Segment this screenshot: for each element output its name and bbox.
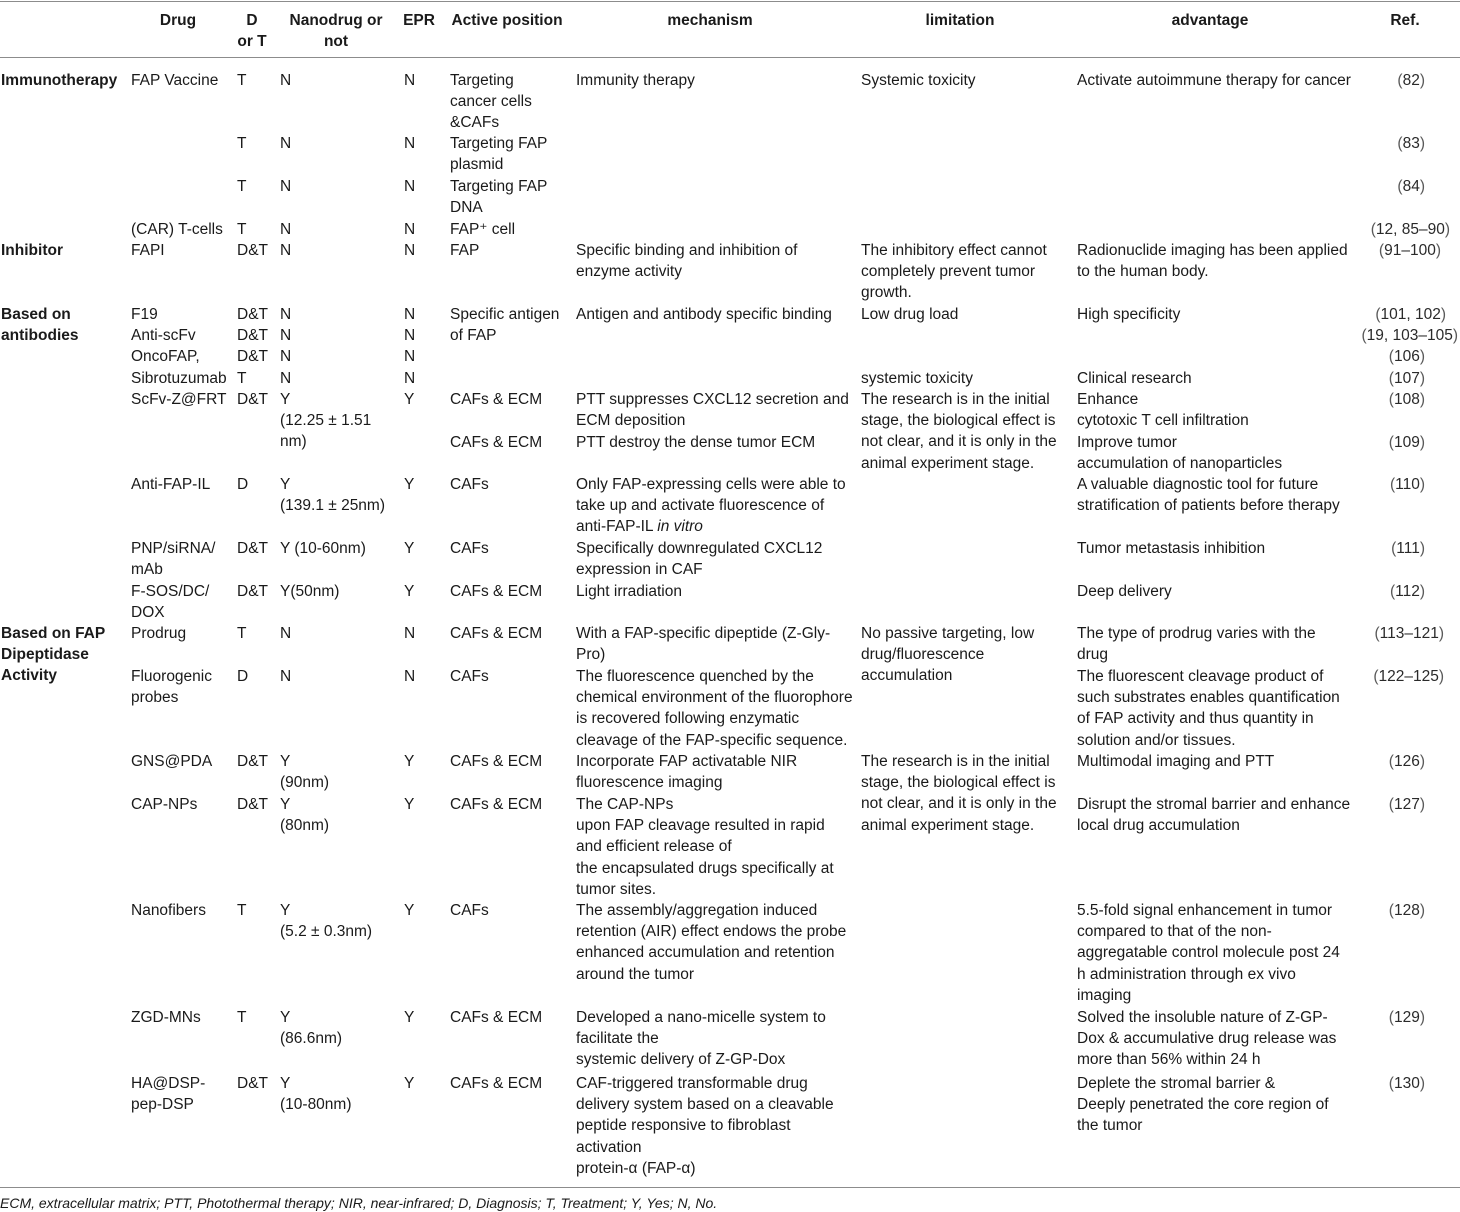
table-cell-d-or-t: T [237,135,247,152]
table-cell-drug: HA@DSP- pep-DSP [131,1075,206,1114]
table-cell-epr: N [404,625,416,642]
table-cell-active-position: CAFs & ECM [450,583,543,600]
table-cell-epr: Y [404,540,415,557]
table-cell-nanodrug: Y (86.6nm) [280,1009,343,1048]
header-nanodrug-line2: not [323,33,349,50]
reference-link[interactable] [1397,176,1425,197]
table-cell-limitation: The research is in the initial stage, the biological effect is not clear, and it is only in the animal experiment stage. [861,391,1057,472]
table-cell-nanodrug: Y (12.25 ± 1.51 nm) [280,391,372,451]
table-cell-drug: FAP Vaccine [131,72,219,89]
table-cell-epr: Y [404,902,415,919]
ref-close-paren: ) [1438,668,1444,685]
table-cell-advantage: 5.5-fold signal enhancement in tumor compared to that of the non- aggregatable control molecule post 24 h administration through ex vivo imaging [1077,902,1340,1004]
ref-open-paren: ( [1388,796,1394,813]
header-rule [0,57,1460,58]
table-cell-mechanism: The CAP-NPs upon FAP cleavage resulted in rapid and efficient release of the encapsulated drugs specifically at tumor sites. [576,796,834,898]
table-cell-d-or-t: T [237,72,247,89]
ref-number: 122–125 [1378,668,1439,685]
reference-link[interactable] [1391,538,1425,559]
ref-number: 129 [1393,1009,1420,1026]
ref-close-paren: ) [1419,178,1425,195]
reference-link[interactable] [1389,900,1425,921]
table-cell-d-or-t: D&T [237,242,268,259]
table-cell-active-position: CAFs [450,476,489,493]
ref-close-paren: ) [1419,540,1425,557]
ref-open-paren: ( [1388,1009,1394,1026]
table-cell-d-or-t: D&T [237,348,268,365]
ref-close-paren: ) [1444,221,1450,238]
table-cell-d-or-t: D [237,668,249,685]
table-cell-drug: Nanofibers [131,902,206,919]
ref-number: 126 [1393,753,1420,770]
ref-number: 91–100 [1384,242,1436,259]
table-cell-mechanism: The assembly/aggregation induced retention (AIR) effect endows the probe enhanced accumulation and retention around the tumor [576,902,847,983]
table-cell-nanodrug: Y (5.2 ± 0.3nm) [280,902,373,941]
ref-number: 106 [1393,348,1420,365]
table-cell-advantage: Tumor metastasis inhibition [1077,540,1266,557]
table-cell-d-or-t: T [237,370,247,387]
table-cell-limitation: No passive targeting, low drug/fluorescence accumulation [861,625,1035,685]
header-nanodrug [282,10,390,52]
ref-close-paren: ) [1419,902,1425,919]
ref-number: 109 [1393,434,1420,451]
reference-link[interactable] [1374,623,1444,644]
ref-open-paren: ( [1361,327,1367,344]
ref-open-paren: ( [1388,902,1394,919]
table-cell-limitation: Systemic toxicity [861,72,976,89]
table-cell-active-position: FAP⁺ cell [450,221,516,238]
ref-number: 112 [1395,583,1420,600]
header-mechanism: mechanism [667,12,753,29]
table-cell-epr: N [404,306,416,323]
table-cell-drug: ScFv-Z@FRT [131,391,227,408]
mechanism-italic-text: in vitro [657,518,703,536]
table-cell-nanodrug: N [280,348,292,365]
mechanism-text: Only FAP-expressing cells were able to take up and activate fluorescence of anti-FAP-IL [576,476,846,536]
table-cell-advantage: Enhance cytotoxic T cell infiltration [1077,391,1249,430]
table-cell-nanodrug: Y (139.1 ± 25nm) [280,476,386,515]
table-cell-nanodrug: N [280,668,292,685]
table-cell-epr: Y [404,753,415,770]
table-cell-active-position: CAFs [450,902,489,919]
ref-number: 113–121 [1379,625,1439,642]
reference-link[interactable] [1389,751,1425,772]
table-cell-nanodrug: N [280,135,292,152]
ref-close-paren: ) [1435,242,1441,259]
table-cell-active-position: FAP [450,242,480,259]
ref-open-paren: ( [1375,306,1381,323]
table-cell-epr: N [404,135,416,152]
table-cell-d-or-t: D&T [237,1075,268,1092]
ref-close-paren: ) [1419,583,1425,600]
table-cell-nanodrug: Y (80nm) [280,796,330,835]
ref-close-paren: ) [1419,391,1425,408]
table-cell-advantage: High specificity [1077,306,1181,323]
ref-open-paren: ( [1370,221,1376,238]
table-cell-epr: Y [404,476,415,493]
ref-number: 19, 103–105 [1366,327,1453,344]
table-cell-nanodrug: N [280,178,292,195]
table-cell-epr: N [404,242,416,259]
table-cell-drug: FAPI [131,242,165,259]
category-antibodies: Based on antibodies [1,306,79,345]
table-cell-nanodrug: Y (90nm) [280,753,330,792]
table-cell-drug: Anti-FAP-IL [131,476,211,493]
table-footnote: ECM, extracellular matrix; PTT, Photothermal therapy; NIR, near-infrared; D, Diagnosis; T, Treatment; Y, Yes; N, No. [0,1195,718,1211]
table-cell-drug: OncoFAP, [131,348,200,365]
table-cell-epr: N [404,221,416,238]
table-cell-advantage: The type of prodrug varies with the drug [1077,625,1316,664]
ref-number: 130 [1393,1075,1420,1092]
table-cell-mechanism [576,474,846,538]
table-cell-nanodrug: N [280,370,292,387]
table-cell-active-position: CAFs [450,668,489,685]
table-cell-mechanism: The fluorescence quenched by the chemical environment of the fluorophore is recovered following enzymatic cleavage of the FAP-specific sequence. [576,668,853,749]
table-cell-nanodrug: Y (10-80nm) [280,1075,352,1114]
table-cell-d-or-t: D&T [237,796,268,813]
table-cell-advantage: Deep delivery [1077,583,1172,600]
table-cell-advantage: Disrupt the stromal barrier and enhance local drug accumulation [1077,796,1351,835]
table-cell-active-position: CAFs & ECM [450,625,543,642]
table-cell-active-position: Specific antigen of FAP [450,306,560,345]
reference-link[interactable] [1373,666,1444,687]
ref-close-paren: ) [1419,1075,1425,1092]
table-cell-epr: N [404,327,416,344]
category-immunotherapy: Immunotherapy [1,72,118,89]
ref-open-paren: ( [1388,391,1394,408]
table-cell-mechanism: Incorporate FAP activatable NIR fluorescence imaging [576,753,798,792]
ref-open-paren: ( [1374,625,1380,642]
table-cell-mechanism: Developed a nano-micelle system to facilitate the systemic delivery of Z-GP-Dox [576,1009,826,1069]
header-nanodrug-line1: Nanodrug or [289,12,383,29]
table-cell-epr: N [404,178,416,195]
reference-link[interactable] [1361,325,1458,346]
table-cell-epr: N [404,72,416,89]
table-cell-drug: Sibrotuzumab [131,370,227,387]
table-cell-mechanism: Specifically downregulated CXCL12 expression in CAF [576,540,823,579]
header-drug: Drug [159,12,197,29]
table-cell-nanodrug: N [280,306,292,323]
table-cell-mechanism: Immunity therapy [576,72,695,89]
reference-link[interactable] [1397,133,1425,154]
table-cell-limitation: The inhibitory effect cannot completely prevent tumor growth. [861,242,1047,302]
ref-close-paren: ) [1438,625,1444,642]
reference-link[interactable] [1390,474,1425,495]
table-cell-epr: Y [404,796,415,813]
ref-number: 101, 102 [1380,306,1441,323]
table-cell-active-position: CAFs & ECM [450,391,543,408]
header-d-or-t-line1: D [246,12,258,29]
ref-close-paren: ) [1419,370,1425,387]
table-cell-nanodrug: N [280,625,292,642]
table-cell-nanodrug: Y(50nm) [280,583,340,600]
ref-number: 111 [1396,540,1420,557]
table-cell-drug: GNS@PDA [131,753,213,770]
table-cell-drug: Fluorogenic probes [131,668,212,707]
ref-number: 128 [1393,902,1420,919]
table-cell-mechanism: PTT suppresses CXCL12 secretion and ECM deposition [576,391,849,430]
table-cell-advantage: Clinical research [1077,370,1192,387]
table-cell-drug: (CAR) T-cells [131,221,223,238]
table-cell-nanodrug: N [280,242,292,259]
reference-link[interactable] [1389,368,1425,389]
ref-open-paren: ( [1388,753,1394,770]
table-cell-nanodrug: N [280,72,292,89]
ref-open-paren: ( [1389,476,1396,493]
ref-number: 108 [1393,391,1420,408]
table-cell-d-or-t: D&T [237,540,268,557]
table-cell-active-position: CAFs [450,540,489,557]
table-cell-active-position: CAFs & ECM [450,753,543,770]
table-cell-mechanism: Antigen and antibody specific binding [576,306,832,323]
table-cell-mechanism: Specific binding and inhibition of enzyme activity [576,242,798,281]
table-cell-epr: Y [404,391,415,408]
ref-close-paren: ) [1419,476,1425,493]
table-cell-d-or-t: T [237,1009,247,1026]
table-cell-drug: F19 [131,306,158,323]
table-cell-d-or-t: D&T [237,753,268,770]
ref-close-paren: ) [1419,753,1425,770]
table-cell-active-position: Targeting FAP DNA [450,178,548,217]
header-d-or-t-line2: or T [237,33,267,50]
table-cell-active-position: CAFs & ECM [450,1009,543,1026]
table-cell-advantage: Solved the insoluble nature of Z-GP- Dox & accumulative drug release was more than 56% within 24 h [1077,1009,1337,1069]
reference-link[interactable] [1371,219,1450,240]
table-cell-d-or-t: T [237,625,247,642]
table-cell-mechanism: With a FAP-specific dipeptide (Z-Gly- Pro) [576,625,831,664]
table-cell-drug: CAP-NPs [131,796,198,813]
reference-link[interactable] [1389,1007,1425,1028]
reference-link[interactable] [1379,240,1441,261]
ref-number: 12, 85–90 [1375,221,1445,238]
header-d-or-t [232,10,272,52]
table-cell-epr: N [404,668,416,685]
table-cell-advantage: Activate autoimmune therapy for cancer [1077,72,1351,89]
reference-link[interactable] [1397,70,1425,91]
ref-close-paren: ) [1419,72,1425,89]
table-cell-d-or-t: D&T [237,391,268,408]
bottom-rule [0,1187,1460,1188]
ref-close-paren: ) [1419,796,1425,813]
table-cell-d-or-t: T [237,902,247,919]
table-cell-d-or-t: D [237,476,249,493]
table-cell-drug: Prodrug [131,625,187,642]
reference-link[interactable] [1389,794,1425,815]
ref-open-paren: ( [1388,1075,1394,1092]
table-cell-mechanism: Light irradiation [576,583,682,600]
header-active-position: Active position [451,12,563,29]
ref-open-paren: ( [1388,348,1394,365]
header-advantage: advantage [1171,12,1249,29]
reference-link[interactable] [1390,581,1425,602]
table-cell-mechanism: PTT destroy the dense tumor ECM [576,434,816,451]
table-cell-epr: Y [404,1009,415,1026]
top-rule [0,1,1460,2]
table-cell-nanodrug: N [280,221,292,238]
ref-open-paren: ( [1388,370,1394,387]
table-cell-nanodrug: Y (10-60nm) [280,540,366,557]
table-cell-active-position: CAFs & ECM [450,434,543,451]
category-inhibitor: Inhibitor [1,242,63,259]
table-cell-epr: Y [404,1075,415,1092]
ref-open-paren: ( [1388,434,1394,451]
header-epr: EPR [403,12,435,29]
table-cell-active-position: Targeting cancer cells &CAFs [450,72,532,132]
ref-open-paren: ( [1397,72,1403,89]
table-cell-drug: PNP/siRNA/ mAb [131,540,216,579]
table-cell-advantage: The fluorescent cleavage product of such substrates enables quantification of FAP activity and thus quantity in solution and/or tissues. [1077,668,1340,749]
table-cell-advantage: Improve tumor accumulation of nanoparticles [1077,434,1283,473]
ref-number: 107 [1393,370,1420,387]
header-limitation: limitation [925,12,995,29]
reference-link[interactable] [1389,1073,1425,1094]
table-cell-advantage: A valuable diagnostic tool for future stratification of patients before therapy [1077,476,1340,515]
ref-open-paren: ( [1397,178,1403,195]
table-cell-limitation: The research is in the initial stage, the biological effect is not clear, and it is only in the animal experiment stage. [861,753,1057,834]
table-cell-drug: F-SOS/DC/ DOX [131,583,210,622]
table-cell-epr: N [404,348,416,365]
ref-close-paren: ) [1452,327,1458,344]
reference-link[interactable] [1375,304,1446,325]
table-cell-d-or-t: D&T [237,327,268,344]
ref-open-paren: ( [1373,668,1379,685]
reference-link[interactable] [1389,389,1425,410]
ref-close-paren: ) [1419,1009,1425,1026]
ref-open-paren: ( [1389,583,1396,600]
reference-link[interactable] [1389,432,1425,453]
ref-close-paren: ) [1419,135,1425,152]
ref-close-paren: ) [1440,306,1446,323]
ref-open-paren: ( [1391,540,1397,557]
table-cell-limitation: systemic toxicity [861,370,973,387]
table-cell-advantage: Deplete the stromal barrier & Deeply penetrated the core region of the tumor [1077,1075,1329,1135]
ref-open-paren: ( [1397,135,1403,152]
table-cell-epr: N [404,370,416,387]
table-cell-drug: Anti-scFv [131,327,196,344]
reference-link[interactable] [1389,346,1425,367]
table-cell-d-or-t: D&T [237,583,268,600]
table-cell-mechanism: CAF-triggered transformable drug delivery system based on a cleavable peptide responsive to fibroblast activation protein-α (FAP-α) [576,1075,834,1177]
ref-number: 84 [1402,178,1420,195]
table-cell-limitation: Low drug load [861,306,959,323]
ref-number: 127 [1393,796,1420,813]
ref-open-paren: ( [1378,242,1385,259]
table-cell-active-position: CAFs & ECM [450,796,543,813]
ref-number: 82 [1402,72,1420,89]
table-cell-nanodrug: N [280,327,292,344]
table-cell-advantage: Radionuclide imaging has been applied to the human body. [1077,242,1348,281]
ref-number: 83 [1402,135,1420,152]
ref-close-paren: ) [1419,434,1425,451]
header-ref: Ref. [1390,12,1420,29]
table-cell-d-or-t: T [237,178,247,195]
table-cell-active-position: CAFs & ECM [450,1075,543,1092]
table-cell-d-or-t: T [237,221,247,238]
ref-number: 110 [1395,476,1420,493]
table-cell-drug: ZGD-MNs [131,1009,201,1026]
table-cell-d-or-t: D&T [237,306,268,323]
table-cell-advantage: Multimodal imaging and PTT [1077,753,1275,770]
category-fap-dipeptidase: Based on FAP Dipeptidase Activity [1,625,106,685]
ref-close-paren: ) [1419,348,1425,365]
table-cell-active-position: Targeting FAP plasmid [450,135,548,174]
table-cell-epr: Y [404,583,415,600]
